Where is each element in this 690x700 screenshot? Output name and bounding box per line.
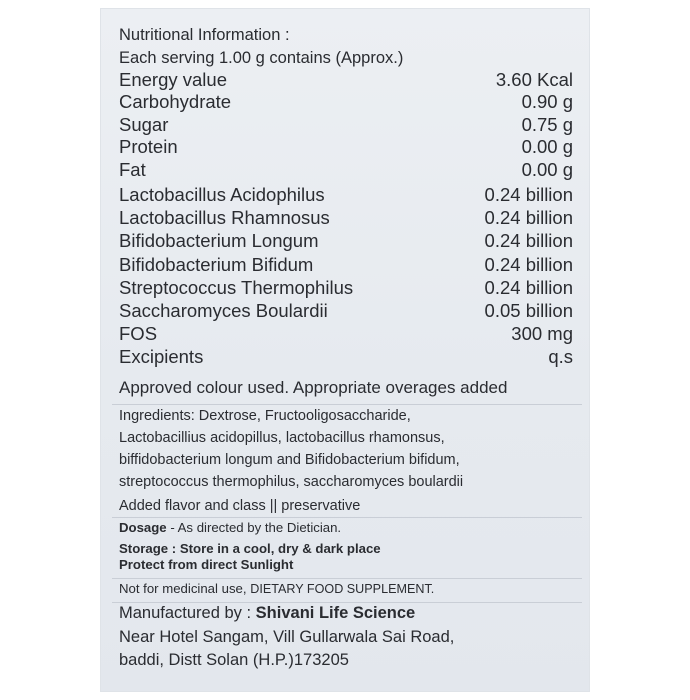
nutrient-value: 0.24 billion	[484, 230, 573, 251]
disclaimer-caps: DIETARY FOOD SUPPLEMENT.	[250, 582, 435, 596]
nutrient-value: 0.00 g	[521, 159, 573, 180]
nutrient-value: q.s	[548, 346, 573, 367]
manufacturer-name: Shivani Life Science	[255, 604, 416, 622]
disclaimer	[119, 580, 434, 598]
storage-text: : Store in a cool, dry & dark place	[171, 541, 381, 556]
nutrient-name: Protein	[119, 136, 178, 157]
divider	[112, 578, 582, 579]
disclaimer-text: Not for medicinal use,	[119, 581, 247, 596]
nutrient-value: 0.05 billion	[484, 300, 573, 321]
ingredients-line-4: streptococcus thermophilus, saccharomyces boulardii	[119, 474, 464, 490]
nutrition-row	[119, 299, 573, 322]
nutrient-name: Streptococcus Thermophilus	[119, 277, 354, 298]
nutrition-row	[119, 345, 573, 368]
nutrient-value: 0.24 billion	[484, 254, 573, 275]
nutrient-name: Bifidobacterium Longum	[119, 230, 319, 251]
ingredients-line-1: Ingredients: Dextrose, Fructooligosaccharide,	[119, 408, 411, 424]
storage-label: Storage	[119, 541, 169, 556]
nutrition-heading: Nutritional Information :	[119, 26, 290, 44]
storage-line-2: Protect from direct Sunlight	[119, 557, 294, 572]
product-label-panel	[100, 8, 590, 692]
nutrient-value: 300 mg	[511, 323, 573, 344]
manufacturer-address-1: Near Hotel Sangam, Vill Gullarwala Sai Road,	[119, 628, 455, 646]
dosage-text: - As directed by the Dietician.	[170, 520, 342, 535]
nutrient-name: Fat	[119, 159, 146, 180]
nutrient-value: 0.24 billion	[484, 277, 573, 298]
nutrient-name: Sugar	[119, 114, 169, 135]
ingredients-line-2: Lactobacillius acidopillus, lactobacillus rhamonsus,	[119, 430, 445, 446]
dosage-line	[119, 519, 341, 537]
nutrient-name: Energy value	[119, 69, 227, 90]
divider	[112, 404, 582, 405]
manufacturer-label: Manufactured by :	[119, 604, 252, 622]
nutrient-name: Carbohydrate	[119, 91, 232, 112]
ingredients-line-3: biffidobacterium longum and Bifidobacterium bifidum,	[119, 452, 460, 468]
nutrition-row	[119, 113, 573, 136]
nutrition-row	[119, 68, 573, 91]
serving-size: Each serving 1.00 g contains (Approx.)	[119, 49, 404, 67]
nutrition-row	[119, 322, 573, 345]
nutrient-value: 0.24 billion	[484, 207, 573, 228]
nutrient-value: 0.90 g	[521, 91, 573, 112]
additives-note: Added flavor and class || preservative	[119, 498, 361, 514]
nutrient-name: Lactobacillus Acidophilus	[119, 184, 325, 205]
nutrient-name: FOS	[119, 323, 158, 344]
nutrient-name: Saccharomyces Boulardii	[119, 300, 328, 321]
divider	[112, 517, 582, 518]
nutrient-name: Excipients	[119, 346, 204, 367]
nutrient-name: Bifidobacterium Bifidum	[119, 254, 314, 275]
nutrient-value: 3.60 Kcal	[495, 69, 573, 90]
nutrition-row	[119, 158, 573, 181]
nutrition-row	[119, 135, 573, 158]
nutrient-name: Lactobacillus Rhamnosus	[119, 207, 330, 228]
nutrient-value: 0.75 g	[521, 114, 573, 135]
nutrition-row	[119, 276, 573, 299]
nutrition-row	[119, 253, 573, 276]
manufacturer-line	[119, 602, 415, 624]
nutrition-row	[119, 229, 573, 252]
manufacturer-address-2: baddi, Distt Solan (H.P.)173205	[119, 651, 349, 669]
nutrition-row	[119, 183, 573, 206]
nutrient-value: 0.00 g	[521, 136, 573, 157]
nutrition-row	[119, 206, 573, 229]
colour-note: Approved colour used. Appropriate overages added	[119, 378, 508, 397]
nutrient-value: 0.24 billion	[484, 184, 573, 205]
dosage-label: Dosage	[119, 520, 167, 535]
nutrition-row	[119, 90, 573, 113]
